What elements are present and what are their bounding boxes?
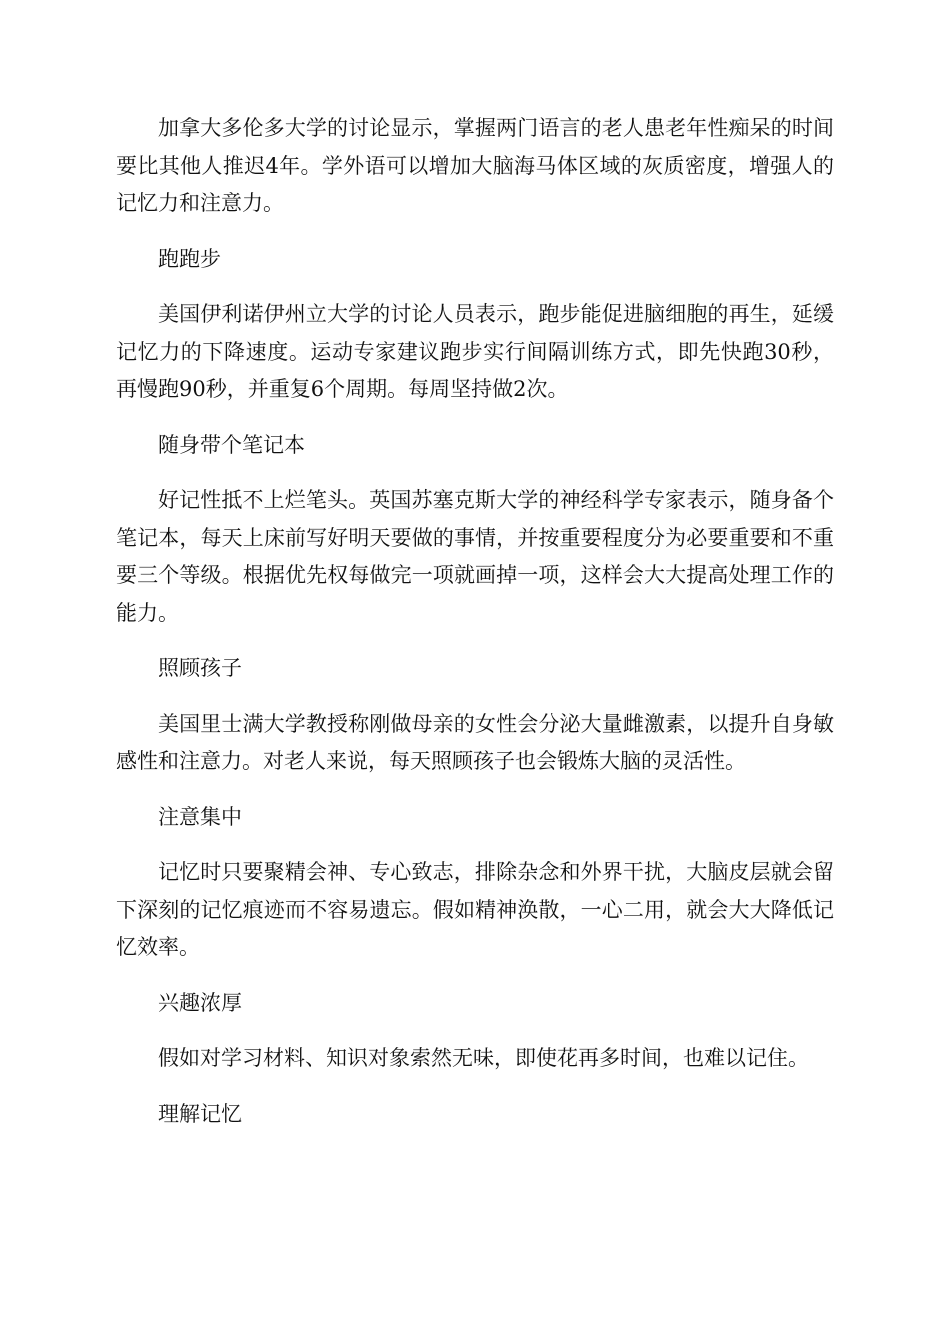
paragraph-running: 美国伊利诺伊州立大学的讨论人员表示，跑步能促进脑细胞的再生，延缓记忆力的下降速度。运动专家建议跑步实行间隔训练方式，即先快跑30秒，再慢跑90秒，并重复6个周期。每周坚持做2次。: [116, 302, 834, 401]
paragraph-concentration: 记忆时只要聚精会神、专心致志，排除杂念和外界干扰，大脑皮层就会留下深刻的记忆痕迹而不容易遗忘。假如精神涣散，一心二用，就会大大降低记忆效率。: [116, 860, 834, 959]
heading-running: 跑跑步: [158, 246, 221, 271]
document-page: [116, 110, 834, 1151]
heading-concentration: 注意集中: [158, 804, 242, 829]
heading-understanding-memory: 理解记忆: [158, 1101, 242, 1126]
paragraph-childcare: 美国里士满大学教授称刚做母亲的女性会分泌大量雌激素，以提升自身敏感性和注意力。对老人来说，每天照顾孩子也会锻炼大脑的灵活性。: [116, 711, 834, 773]
heading-childcare: 照顾孩子: [158, 656, 242, 680]
heading-notebook: 随身带个笔记本: [158, 432, 305, 457]
paragraph-interest: 假如对学习材料、知识对象索然无味，即使花再多时间，也难以记住。: [158, 1046, 809, 1070]
heading-interest: 兴趣浓厚: [158, 990, 242, 1015]
paragraph-notebook: 好记性抵不上烂笔头。英国苏塞克斯大学的神经科学专家表示，随身备个笔记本，每天上床前写好明天要做的事情，并按重要程度分为必要重要和不重要三个等级。根据优先权每做完一项就画掉一项，这样会大大提高处理工作的能力。: [116, 488, 834, 625]
paragraph-foreign-language: 加拿大多伦多大学的讨论显示，掌握两门语言的老人患老年性痴呆的时间要比其他人推迟4年。学外语可以增加大脑海马体区域的灰质密度，增强人的记忆力和注意力。: [116, 116, 834, 215]
